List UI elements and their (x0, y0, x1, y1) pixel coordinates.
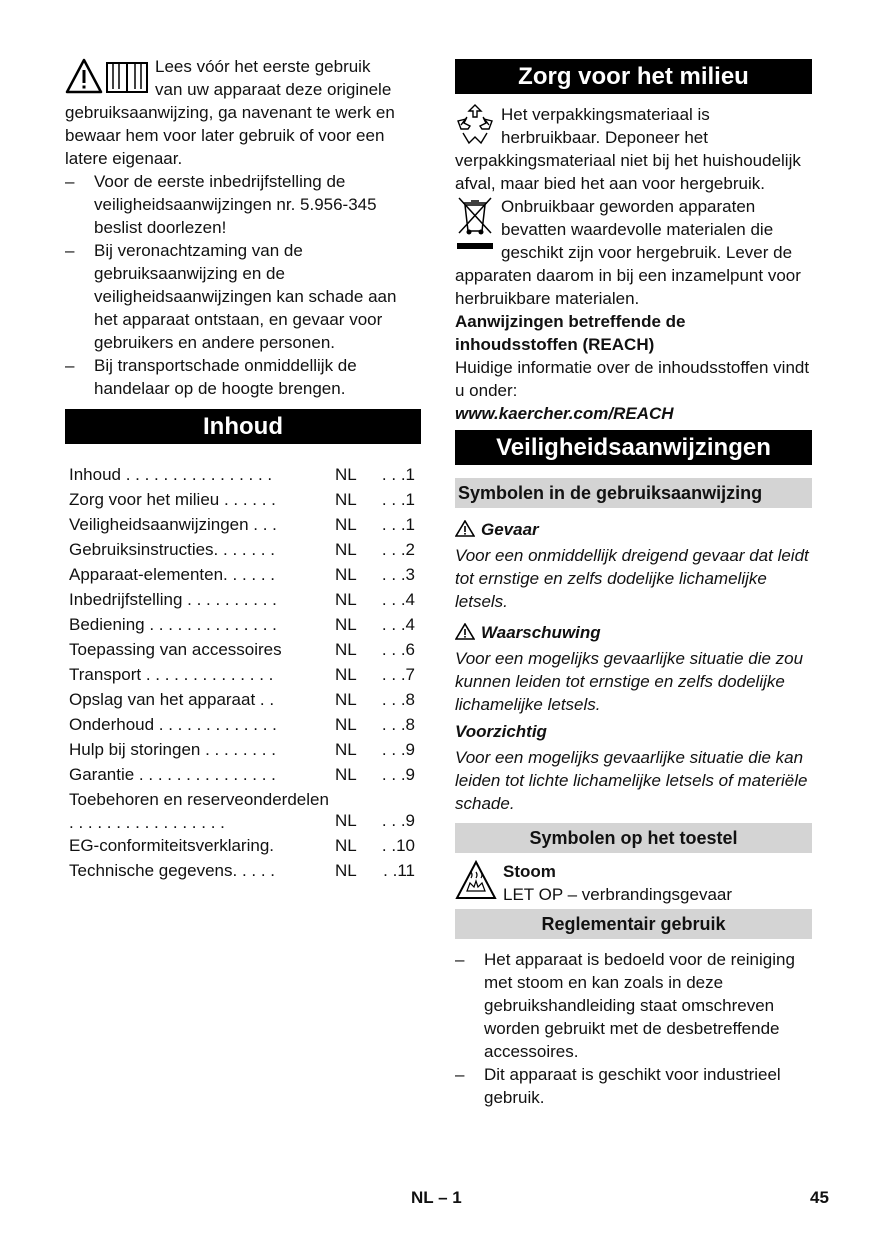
warning-label: Waarschuwing (481, 623, 601, 642)
toc-page: . . .4 (381, 615, 415, 634)
toc-row[interactable] (69, 713, 421, 738)
toc-page: . . .1 (381, 515, 415, 534)
toc-row[interactable] (69, 834, 421, 859)
danger-text: Voor een onmiddellijk dreigend gevaar dat leidt tot ernstige en zelfs dodelijke lichamelijke letsels. (455, 546, 809, 611)
toc-row[interactable] (69, 663, 421, 688)
toc-lang: NL (335, 615, 357, 634)
symbols-manual-heading: Symbolen in de gebruiksaanwijzing (455, 478, 812, 508)
toc-lang: NL (335, 590, 357, 609)
device-symbols-heading: Symbolen op het toestel (455, 823, 812, 853)
toc-row[interactable] (69, 613, 421, 638)
toc-page: . . .1 (381, 490, 415, 509)
toc-title: Garantie . . . . . . . . . . . . . . . (69, 765, 276, 784)
footer-lang: NL (411, 1188, 434, 1207)
toc-title: Zorg voor het milieu . . . . . . (69, 490, 276, 509)
recycle-icon (455, 103, 495, 145)
danger-label-line (455, 518, 812, 541)
toc-lang: NL (335, 640, 357, 659)
toc-page: . . .8 (381, 690, 415, 709)
warning-triangle-icon (455, 520, 475, 537)
toc-page: . . .3 (381, 565, 415, 584)
toc-title: Inbedrijfstelling . . . . . . . . . . (69, 590, 277, 609)
toc-page: . . .7 (381, 665, 415, 684)
toc-title: Veiligheidsaanwijzingen . . . (69, 515, 277, 534)
hot-steam-icon (455, 860, 497, 900)
danger-label: Gevaar (481, 520, 539, 539)
reach-text: Huidige informatie over de inhoudsstoffen vindt u onder: (455, 358, 810, 400)
toc-lang: NL (335, 740, 357, 759)
intro-bullets (65, 170, 421, 400)
table-of-contents (65, 463, 421, 884)
left-column (65, 55, 421, 884)
toc-row[interactable] (69, 463, 421, 488)
toc-row[interactable] (69, 688, 421, 713)
intro-line-1: Lees vóór het eerste gebruik (155, 57, 371, 76)
toc-row[interactable] (69, 638, 421, 663)
toc-heading: Inhoud (65, 409, 421, 444)
toc-lang: NL (335, 715, 357, 734)
warning-triangle-icon (455, 623, 475, 640)
recycle-block (455, 103, 812, 195)
weee-text: Onbruikbaar geworden apparaten bevatten waardevolle materialen die geschikt zijn voor hergebruik. Lever de apparaten daarom in bij een inzamelpunt voor herbruikbare materialen. (455, 197, 801, 308)
toc-title: EG-conformiteitsverklaring. (69, 836, 275, 855)
intended-use-bullets (455, 948, 812, 1109)
toc-lang: NL (335, 540, 357, 559)
toc-lang: NL (335, 861, 357, 880)
toc-title: Toebehoren en reserveonderdelen . . . . . . . . . . . . . . . . . (69, 790, 329, 832)
toc-title: Bediening . . . . . . . . . . . . . . (69, 615, 277, 634)
intended-use-heading: Reglementair gebruik (455, 909, 812, 939)
caution-text: Voor een mogelijks gevaarlijke situatie die kan leiden tot lichte lichamelijke letsels of materiële schade. (455, 748, 808, 813)
toc-row[interactable] (69, 859, 421, 884)
toc-page: . .10 (381, 836, 415, 855)
right-column (455, 55, 812, 1109)
recycle-text: Het verpakkingsmateriaal is herbruikbaar. Deponeer het verpakkingsmateriaal niet bij het huishoudelijk afval, maar bied het aan voor hergebruik. (455, 105, 801, 193)
toc-row[interactable] (69, 538, 421, 563)
warning-text: Voor een mogelijks gevaarlijke situatie die zou kunnen leiden tot ernstige en zelfs dodelijke lichamelijke letsels. (455, 649, 804, 714)
safety-heading: Veiligheidsaanwijzingen (455, 430, 812, 465)
toc-page: . . .1 (381, 465, 415, 484)
intro-line-2: van uw apparaat deze originele (155, 80, 392, 99)
toc-lang: NL (335, 665, 357, 684)
list-item: – Het apparaat is bedoeld voor de reiniging met stoom en kan zoals in deze gebruikshandleiding staat omschreven worden gebruikt met de desbetreffende accessoires. (455, 948, 812, 1063)
toc-row[interactable] (69, 588, 421, 613)
toc-lang: NL (335, 515, 357, 534)
toc-page: . . .9 (381, 765, 415, 784)
toc-lang: NL (335, 765, 357, 784)
toc-row[interactable] (69, 488, 421, 513)
toc-row[interactable] (69, 738, 421, 763)
toc-row[interactable] (69, 563, 421, 588)
toc-lang: NL (335, 836, 357, 855)
toc-title: Apparaat-elementen. . . . . . (69, 565, 276, 584)
toc-title: Onderhoud . . . . . . . . . . . . . (69, 715, 277, 734)
toc-page: . . .6 (381, 640, 415, 659)
toc-lang: NL (335, 490, 357, 509)
warning-manual-icon (65, 57, 151, 95)
toc-row[interactable] (69, 763, 421, 788)
list-item: – Bij transportschade onmiddellijk de handelaar op de hoogte brengen. (65, 354, 421, 400)
list-item: – Bij veronachtzaming van de gebruiksaanwijzing en de veiligheidsaanwijzingen kan schade aan het apparaat ontstaan, en gevaar voor gebruikers en andere personen. (65, 239, 421, 354)
crossed-bin-icon (455, 195, 495, 249)
toc-title: Inhoud . . . . . . . . . . . . . . . . (69, 465, 273, 484)
toc-page: . . .9 (381, 740, 415, 759)
caution-label: Voorzichtig (455, 722, 547, 741)
page-number: 45 (810, 1188, 829, 1207)
toc-row[interactable] (69, 788, 421, 834)
toc-title: Gebruiksinstructies. . . . . . . (69, 540, 275, 559)
toc-page: . . .8 (381, 715, 415, 734)
toc-lang: NL (335, 690, 357, 709)
toc-page: . .11 (383, 861, 415, 880)
footer-section (411, 1186, 462, 1209)
reach-url[interactable]: www.kaercher.com/REACH (455, 404, 674, 423)
toc-page: . . .2 (381, 540, 415, 559)
steam-block (455, 860, 812, 904)
toc-row[interactable] (69, 513, 421, 538)
footer-section-page: – 1 (438, 1188, 462, 1207)
toc-title: Hulp bij storingen . . . . . . . . (69, 740, 276, 759)
list-item: – Dit apparaat is geschikt voor industrieel gebruik. (455, 1063, 812, 1109)
toc-lang: NL (335, 565, 357, 584)
toc-lang: NL (335, 465, 357, 484)
environment-heading: Zorg voor het milieu (455, 59, 812, 94)
warning-label-line (455, 621, 812, 644)
intro-block (65, 55, 421, 170)
weee-block (455, 195, 812, 310)
list-item: – Voor de eerste inbedrijfstelling de veiligheidsaanwijzingen nr. 5.956-345 beslist doorlezen! (65, 170, 421, 239)
toc-title: Toepassing van accessoires (69, 640, 282, 659)
steam-label: Stoom (503, 862, 556, 881)
toc-lang: NL (335, 811, 357, 830)
toc-title: Opslag van het apparaat . . (69, 690, 275, 709)
toc-page: . . .4 (381, 590, 415, 609)
toc-page: . . .9 (381, 811, 415, 830)
intro-text: gebruiksaanwijzing, ga navenant te werk en bewaar hem voor later gebruik of voor een latere eigenaar. (65, 103, 395, 168)
steam-text: LET OP – verbrandingsgevaar (503, 885, 733, 904)
reach-heading: Aanwijzingen betreffende de inhoudsstoffen (REACH) (455, 312, 686, 354)
toc-title: Technische gegevens. . . . . (69, 861, 276, 880)
toc-title: Transport . . . . . . . . . . . . . . (69, 665, 274, 684)
